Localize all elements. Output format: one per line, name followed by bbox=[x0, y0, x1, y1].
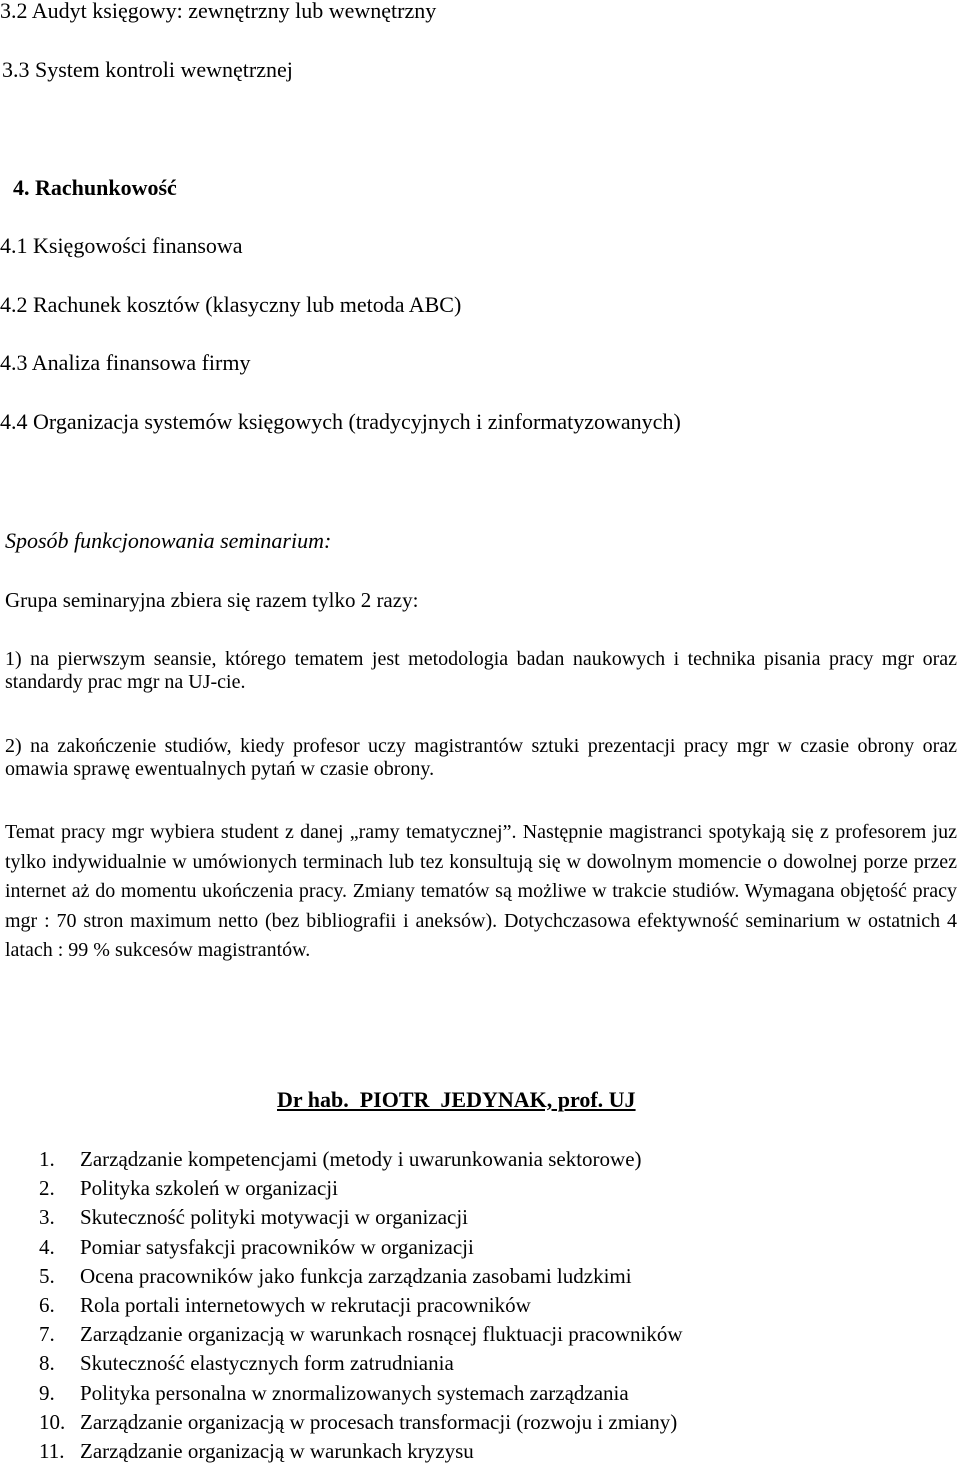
topic-number: 11. bbox=[39, 1438, 65, 1463]
seminar-point-1: 1) na pierwszym seansie, którego tematem jest metodologia badan naukowych i technika pisania pracy mgr oraz standardy prac mgr na UJ-cie. bbox=[5, 648, 957, 693]
outline-item-4-4: 4.4 Organizacja systemów księgowych (tradycyjnych i zinformatyzowanych) bbox=[0, 409, 681, 434]
topic-number: 10. bbox=[39, 1409, 66, 1434]
topic-text: Skuteczność elastycznych form zatrudniania bbox=[80, 1351, 454, 1376]
topic-number: 8. bbox=[39, 1351, 55, 1376]
outline-item-4-1: 4.1 Księgowości finansowa bbox=[0, 233, 243, 258]
outline-item-4-2: 4.2 Rachunek kosztów (klasyczny lub metoda ABC) bbox=[0, 292, 462, 317]
topic-number: 4. bbox=[39, 1234, 55, 1259]
topic-text: Skuteczność polityki motywacji w organizacji bbox=[80, 1205, 469, 1230]
topic-text: Zarządzanie organizacją w warunkach rosnącej fluktuacji pracowników bbox=[80, 1322, 683, 1347]
outline-item-3-2: 3.2 Audyt księgowy: zewnętrzny lub wewnętrzny bbox=[0, 0, 437, 23]
outline-item-4-3: 4.3 Analiza finansowa firmy bbox=[0, 350, 251, 375]
topic-number: 7. bbox=[39, 1322, 55, 1347]
topic-text: Pomiar satysfakcji pracowników w organizacji bbox=[80, 1234, 474, 1259]
seminar-point-2: 2) na zakończenie studiów, kiedy profesor uczy magistrantów sztuki prezentacji pracy mgr w czasie obrony oraz omawia sprawę ewentualnych pytań w czasie obrony. bbox=[5, 735, 957, 780]
topic-text: Zarządzanie kompetencjami (metody i uwarunkowania sektorowe) bbox=[80, 1147, 642, 1171]
topic-text: Polityka szkoleń w organizacji bbox=[80, 1176, 338, 1201]
topic-text: Zarządzanie organizacją w procesach transformacji (rozwoju i zmiany) bbox=[80, 1409, 678, 1434]
topic-text: Rola portali internetowych w rekrutacji pracowników bbox=[80, 1292, 531, 1317]
seminar-description: Temat pracy mgr wybiera student z danej „ramy tematycznej”. Następnie magistranci spotykają się z profesorem juz tylko indywidualnie w umówionych terminach lub tez konsultują się w dowolnym momencie o dowolnej porze przez internet aż do momentu ukończenia pracy. Zmiany tematów są możliwe w trakcie studiów. Wymagana objętość pracy mgr : 70 stron maximum netto (bez bibliografii i aneksów). Dotychczasowa efektywność seminarium w ostatnich 4 latach : 99 % sukcesów magistrantów. bbox=[5, 821, 957, 961]
topic-number: 9. bbox=[39, 1380, 55, 1405]
topic-text: Polityka personalna w znormalizowanych systemach zarządzania bbox=[80, 1380, 629, 1405]
topic-number: 6. bbox=[39, 1292, 55, 1317]
seminar-heading: Sposób funkcjonowania seminarium: bbox=[5, 528, 332, 553]
seminar-intro: Grupa seminaryjna zbiera się razem tylko 2 razy: bbox=[5, 588, 419, 612]
topic-number: 5. bbox=[39, 1263, 55, 1288]
professor-name: Dr hab. PIOTR JEDYNAK, prof. UJ bbox=[277, 1087, 636, 1112]
topic-number: 2. bbox=[39, 1176, 55, 1201]
section-heading-rachunkowosc: 4. Rachunkowość bbox=[13, 175, 177, 200]
topic-number: 3. bbox=[39, 1205, 55, 1230]
topic-text: Zarządzanie organizacją w warunkach kryzysu bbox=[80, 1438, 474, 1463]
topic-text: Ocena pracowników jako funkcja zarządzania zasobami ludzkimi bbox=[80, 1263, 632, 1288]
topic-number: 1. bbox=[39, 1147, 55, 1171]
outline-item-3-3: 3.3 System kontroli wewnętrznej bbox=[2, 57, 293, 82]
